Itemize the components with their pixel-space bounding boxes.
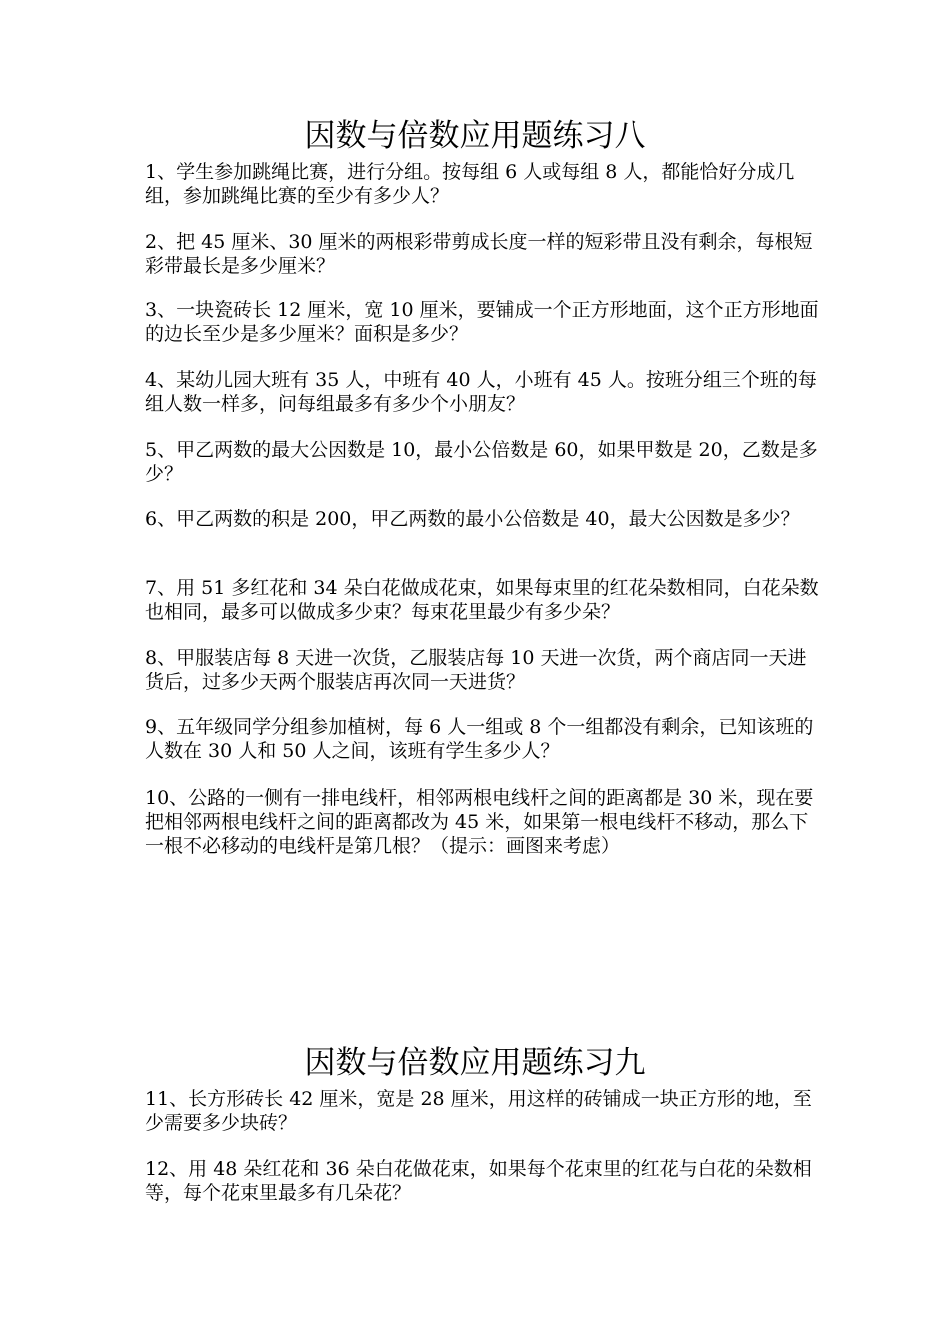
question-6: 6、甲乙两数的积是 200，甲乙两数的最小公倍数是 40，最大公因数是多少？ — [145, 508, 800, 530]
question-5: 5、甲乙两数的最大公因数是 10，最小公倍数是 60，如果甲数是 20，乙数是多少？ — [145, 439, 818, 485]
question-12: 12、用 48 朵红花和 36 朵白花做花束，如果每个花束里的红花与白花的朵数相等，每个花束里最多有几朵花？ — [145, 1158, 812, 1204]
question-9: 9、五年级同学分组参加植树，每 6 人一组或 8 个一组都没有剩余，已知该班的人数在 30 人和 50 人之间，该班有学生多少人？ — [145, 716, 814, 762]
section-title-9: 因数与倍数应用题练习九 — [304, 1045, 646, 1081]
question-3: 3、一块瓷砖长 12 厘米，宽 10 厘米，要铺成一个正方形地面，这个正方形地面的边长至少是多少厘米？面积是多少？ — [145, 299, 819, 345]
section-title-8: 因数与倍数应用题练习八 — [304, 118, 646, 154]
question-1: 1、学生参加跳绳比赛，进行分组。按每组 6 人或每组 8 人，都能恰好分成几组，参加跳绳比赛的至少有多少人？ — [145, 161, 795, 207]
question-7: 7、用 51 多红花和 34 朵白花做成花束，如果每束里的红花朵数相同，白花朵数也相同，最多可以做成多少束？每束花里最少有多少朵？ — [145, 577, 819, 623]
question-8: 8、甲服装店每 8 天进一次货，乙服装店每 10 天进一次货，两个商店同一天进货后，过多少天两个服装店再次同一天进货？ — [145, 647, 807, 693]
question-4: 4、某幼儿园大班有 35 人，中班有 40 人，小班有 45 人。按班分组三个班的每组人数一样多，问每组最多有多少个小朋友？ — [145, 369, 817, 415]
question-10: 10、公路的一侧有一排电线杆，相邻两根电线杆之间的距离都是 30 米，现在要把相邻两根电线杆之间的距离都改为 45 米，如果第一根电线杆不移动，那么下一根不必移动的电线杆是第几根？（提示：画图来考虑） — [145, 787, 814, 857]
question-11: 11、长方形砖长 42 厘米，宽是 28 厘米，用这样的砖铺成一块正方形的地，至少需要多少块砖？ — [145, 1088, 812, 1134]
question-2: 2、把 45 厘米、30 厘米的两根彩带剪成长度一样的短彩带且没有剩余，每根短彩带最长是多少厘米？ — [145, 231, 813, 277]
